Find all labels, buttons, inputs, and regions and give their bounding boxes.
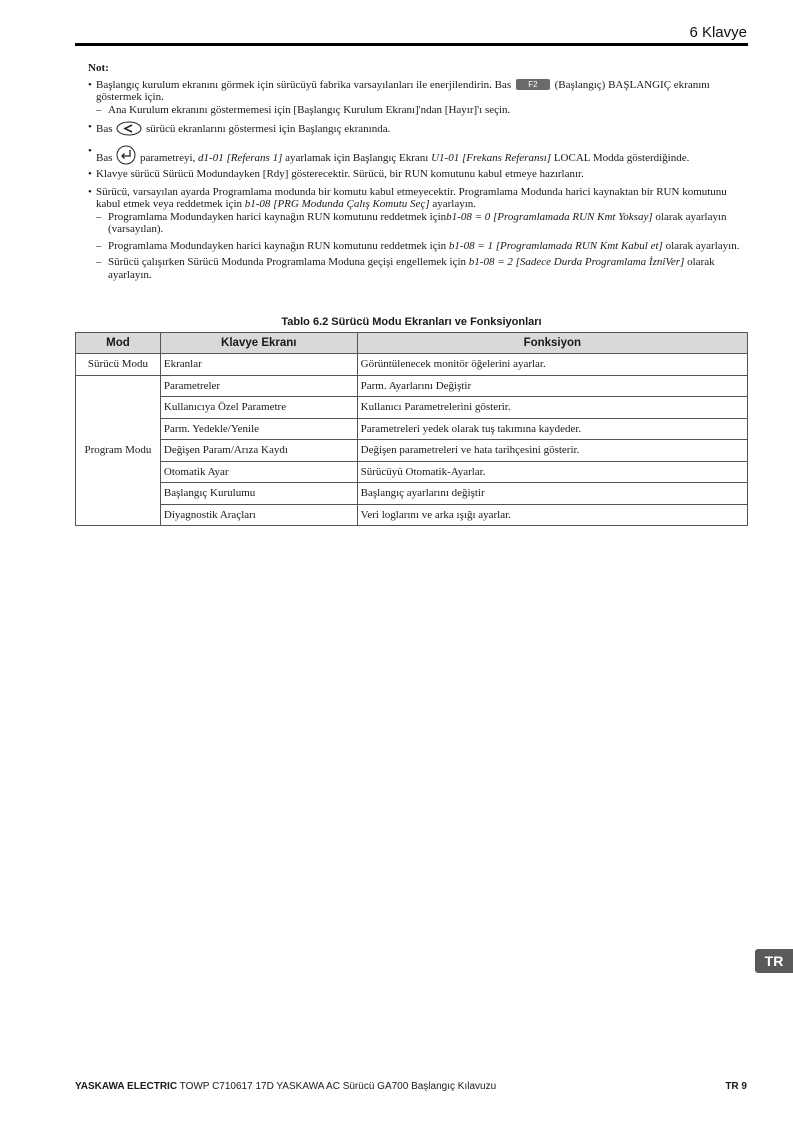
bullet: •: [88, 121, 92, 133]
screen-cell: Parametreler: [160, 375, 357, 397]
screen-cell: Ekranlar: [160, 354, 357, 376]
left-arrow-key-icon: [116, 121, 142, 140]
column-header-function: Fonksiyon: [357, 333, 747, 354]
drive-mode-table: [75, 332, 748, 526]
notes-section: [88, 62, 748, 281]
footer-brand: YASKAWA ELECTRIC: [75, 1081, 178, 1092]
table-row: [76, 504, 748, 526]
note-item-5: • Sürücü, varsayılan ayarda Programlama modunda bir komutu kabul etmeyecektir. Programlama Modunda harici kaynaktan bir RUN komutunu kabul etmek veya reddetmek için b1-08 [PRG Modunda Çalış Komutu Seç] ayarlayın. – Programlama Modundayken harici kaynağın RUN komutunu reddetmek içinb1-08 = 0 [Programlamada RUN Kmt Yoksay] olarak ayarlayın (varsayılan). – Programlama Modundayken harici kaynağın RUN komutunu reddetmek için b1-08 = 1 [Programlamada RUN Kmt Kabul et] olarak ayarlayın. – Sürücü çalışırken Sürücü Modunda Programlama Moduna geçişi engellemek için b1-08 = 2 [Sadece Durda Programlama İzniVer] olarak ayarlayın.: [88, 186, 748, 282]
column-header-mode: Mod: [76, 333, 161, 354]
page-number: TR 9: [725, 1081, 747, 1092]
note-subitem: – Programlama Modundayken harici kaynağın RUN komutunu reddetmek için b1-08 = 1 [Programlamada RUN Kmt Kabul et] olarak ayarlayın.: [96, 239, 740, 252]
function-cell: Sürücüyü Otomatik-Ayarlar.: [357, 461, 747, 483]
function-cell: Görüntülenecek monitör öğelerini ayarlar.: [357, 354, 747, 376]
note-item-2: • Bas sürücü ekranlarını göstermesi için Başlangıç ekranında.: [88, 121, 748, 140]
table-row: [76, 397, 748, 419]
bullet: •: [88, 144, 92, 157]
table-row: [76, 483, 748, 505]
language-side-tab: TR: [755, 949, 793, 973]
screen-cell: Parm. Yedekle/Yenile: [160, 418, 357, 440]
f2-key-icon: F2: [516, 79, 550, 90]
note-item-4: • Klavye sürücü Sürücü Modundayken [Rdy] gösterecektir. Sürücü, bir RUN komutunu kabul etmeye hazırlanır.: [88, 168, 584, 180]
bullet: •: [88, 185, 92, 198]
footer-doc-info: [75, 1081, 496, 1092]
screen-cell: Başlangıç Kurulumu: [160, 483, 357, 505]
header-rule: [75, 43, 748, 46]
table-row: [76, 418, 748, 440]
screen-cell: Otomatik Ayar: [160, 461, 357, 483]
function-cell: Parametreleri yedek olarak tuş takımına kaydeder.: [357, 418, 747, 440]
note-subitem: – Programlama Modundayken harici kaynağın RUN komutunu reddetmek içinb1-08 = 0 [Programlamada RUN Kmt Yoksay] olarak ayarlayın (varsayılan).: [96, 210, 727, 235]
table-row: [76, 375, 748, 397]
column-header-screen: Klavye Ekranı: [160, 333, 357, 354]
function-cell: Veri loglarını ve arka ışığı ayarlar.: [357, 504, 747, 526]
screen-cell: Kullanıcıya Özel Parametre: [160, 397, 357, 419]
function-cell: Başlangıç ayarlarını değiştir: [357, 483, 747, 505]
enter-key-icon: [116, 145, 136, 169]
note-item-3: • Bas parametreyi, d1-01 [Referans 1] ayarlamak için Başlangıç Ekranı U1-01 [Frekans Referansı] LOCAL Modda gösterdiğinde.: [88, 145, 748, 169]
table-row: [76, 440, 748, 462]
bullet: •: [88, 78, 92, 91]
mode-cell-program: Program Modu: [76, 375, 161, 526]
function-cell: Değişen parametreleri ve hata tarihçesini gösterir.: [357, 440, 747, 462]
chapter-header-title: 6 Klavye: [689, 24, 747, 41]
note-item-1: • Başlangıç kurulum ekranını görmek için sürücüyü fabrika varsayılanları ile enerjilendirin. Bas F2 (Başlangıç) BAŞLANGIÇ ekranını göstermek için. – Ana Kurulum ekranını göstermemesi için [Başlangıç Kurulum Ekranı]'ndan [Hayır]'ı seçin.: [88, 79, 748, 117]
note-subitem: – Sürücü çalışırken Sürücü Modunda Programlama Moduna geçişi engellemek için b1-08 = 2 [Sadece Durda Programlama İzniVer] olarak ayarlayın.: [96, 256, 715, 281]
table-row: [76, 354, 748, 376]
footer-doc-title: TOWP C710617 17D YASKAWA AC Sürücü GA700 Başlangıç Kılavuzu: [177, 1081, 497, 1092]
screen-cell: Değişen Param/Arıza Kaydı: [160, 440, 357, 462]
notes-title: Not:: [88, 62, 109, 74]
table-header-row: [76, 333, 748, 354]
function-cell: Parm. Ayarlarını Değiştir: [357, 375, 747, 397]
function-cell: Kullanıcı Parametrelerini gösterir.: [357, 397, 747, 419]
screen-cell: Diyagnostik Araçları: [160, 504, 357, 526]
mode-cell-drive: Sürücü Modu: [76, 354, 161, 376]
table-caption: Tablo 6.2 Sürücü Modu Ekranları ve Fonksiyonları: [281, 316, 542, 328]
bullet: •: [88, 168, 92, 180]
note-subitem: – Ana Kurulum ekranını göstermemesi için [Başlangıç Kurulum Ekranı]'ndan [Hayır]'ı seçin.: [96, 103, 511, 116]
table-row: [76, 461, 748, 483]
